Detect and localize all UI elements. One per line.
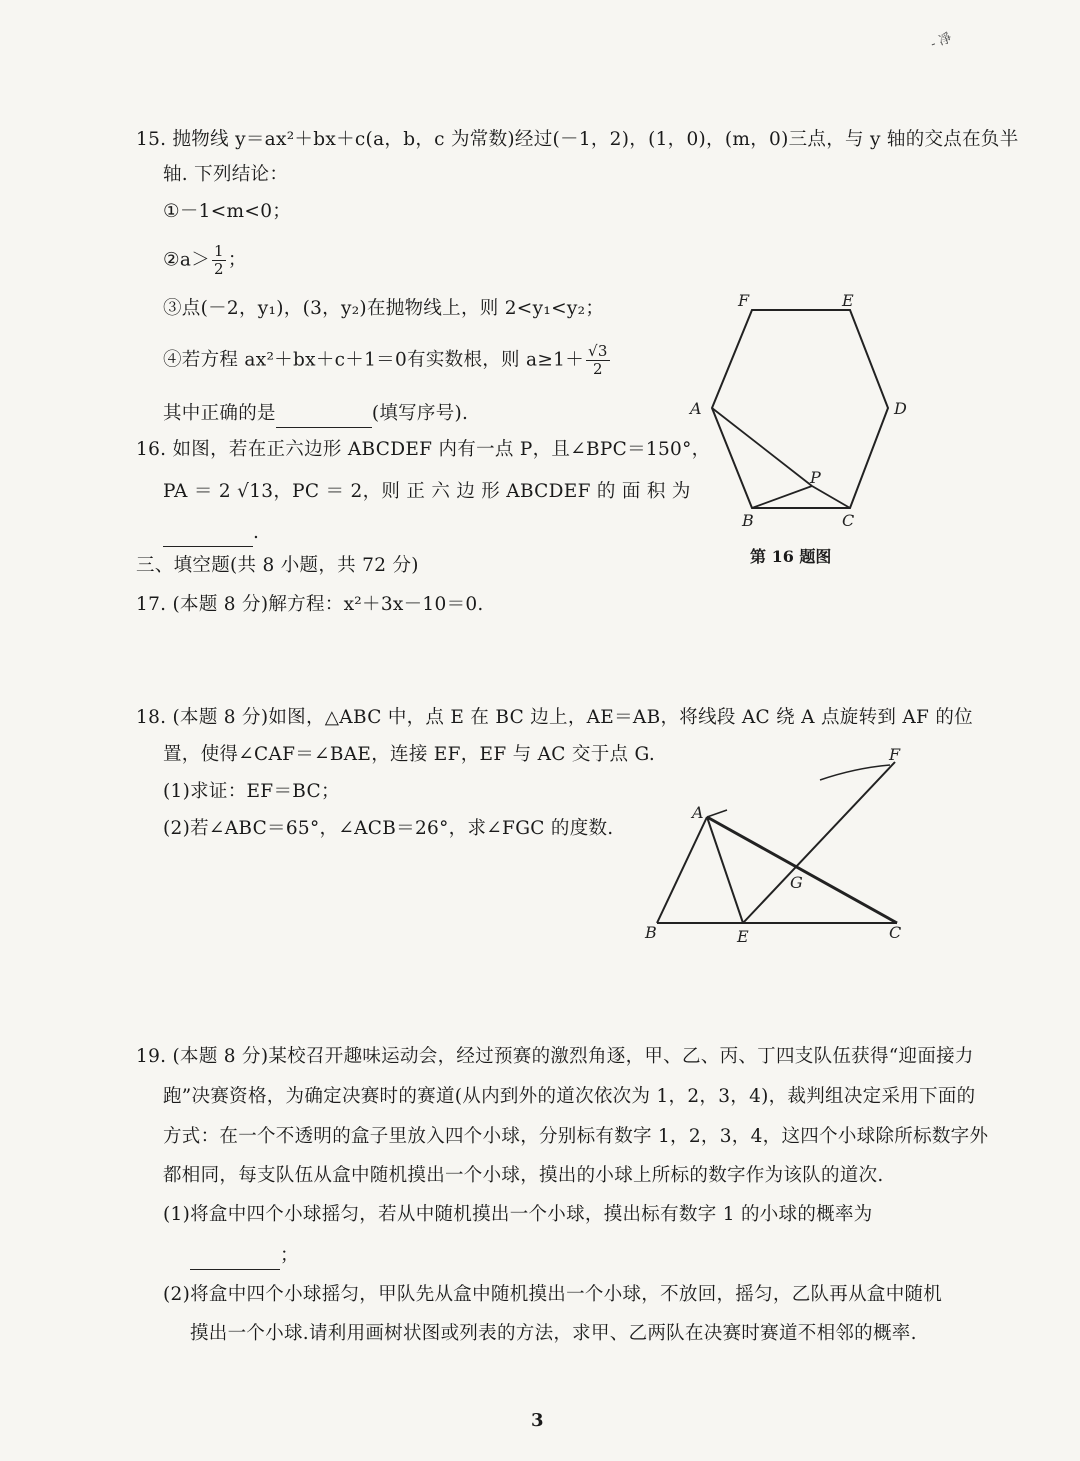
label-C: C [842, 511, 855, 530]
q15-choice-2: ②a＞ $\frac{1}{2}$ ； [163, 242, 247, 278]
q19-part1-answer: ； [190, 1243, 299, 1270]
fraction-sqrt3-over-2: $\frac{√3}{2}$ [588, 342, 608, 378]
answer-blank[interactable] [276, 401, 372, 428]
q18-line1: 18. (本题 8 分)如图，△ABC 中，点 E 在 BC 边上，AE＝AB，将线段 AC 绕 A 点旋转到 AF 的位 [136, 707, 973, 728]
page-number: 3 [531, 1410, 544, 1431]
q19-line3: 方式：在一个不透明的盒子里放入四个小球，分别标有数字 1，2，3，4，这四个小球除所标数字外 [163, 1126, 989, 1147]
label-B: B [645, 923, 657, 942]
q15-answer-line: 其中正确的是 (填写序号). [163, 401, 468, 428]
corner-mark: - 凈 [928, 30, 955, 53]
q16-line3: . [163, 520, 259, 547]
label-E: E [737, 927, 749, 946]
q15-choice-1: ①－1<m<0； [163, 201, 292, 222]
q15-choice-3: ③点(－2，y₁)，(3，y₂)在抛物线上，则 2<y₁<y₂； [163, 298, 605, 319]
q16-line1: 16. 如图，若在正六边形 ABCDEF 内有一点 P，且∠BPC＝150°， [136, 439, 711, 460]
label-A: A [690, 399, 702, 418]
segment-PB [752, 486, 812, 508]
q18-part2: (2)若∠ABC＝65°，∠ACB＝26°，求∠FGC 的度数. [163, 818, 614, 839]
figure-18-triangle [635, 738, 925, 953]
q19-line1: 19. (本题 8 分)某校召开趣味运动会，经过预赛的激烈角逐，甲、乙、丙、丁四支队伍获得“迎面接力 [136, 1046, 974, 1067]
label-E: E [842, 291, 854, 310]
segment-AB [657, 817, 707, 923]
answer-blank[interactable] [163, 520, 253, 547]
q19-part2-line1: (2)将盒中四个小球摇匀，甲队先从盒中随机摸出一个小球，不放回，摇匀，乙队再从盒中随机 [163, 1284, 943, 1305]
q15-line1: 15. 抛物线 y＝ax²＋bx＋c(a，b，c 为常数)经过(－1，2)，(1，0)，(m，0)三点，与 y 轴的交点在负半 [136, 129, 1019, 150]
q15-line2: 轴. 下列结论： [163, 164, 289, 185]
q15-choice-4-text: ④若方程 ax²＋bx＋c＋1＝0有实数根，则 a≥1＋ [163, 349, 585, 371]
q19-line4: 都相同，每支队伍从盒中随机摸出一个小球，摸出的小球上所标的数字作为该队的道次. [163, 1165, 884, 1186]
hexagon-outline [712, 310, 888, 508]
label-P: P [810, 468, 821, 487]
q18-line2: 置，使得∠CAF＝∠BAE，连接 EF，EF 与 AC 交于点 G. [163, 744, 656, 765]
q16-line2: PA ＝ 2 √13，PC ＝ 2，则 正 六 边 形 ABCDEF 的 面 积 为 [163, 481, 691, 502]
label-F: F [889, 745, 901, 764]
label-G: G [790, 873, 803, 892]
q19-part1: (1)将盒中四个小球摇匀，若从中随机摸出一个小球，摸出标有数字 1 的小球的概率为 [163, 1204, 873, 1225]
segment-PC [812, 486, 850, 508]
figure-16-hexagon [680, 290, 920, 540]
answer-blank[interactable] [190, 1243, 280, 1270]
segment-EF [743, 762, 895, 923]
section-heading: 三、填空题(共 8 小题，共 72 分) [136, 555, 419, 576]
label-A: A [692, 803, 704, 822]
label-B: B [742, 511, 754, 530]
label-C: C [889, 923, 902, 942]
q19-part2-line2: 摸出一个小球.请利用画树状图或列表的方法，求甲、乙两队在决赛时赛道不相邻的概率. [190, 1323, 917, 1344]
figure-16-caption: 第 16 题图 [750, 547, 832, 566]
q15-choice-2-text: ②a＞ [163, 249, 211, 271]
label-F: F [738, 291, 750, 310]
segment-AC [707, 817, 897, 923]
q17: 17. (本题 8 分)解方程：x²＋3x－10＝0. [136, 594, 484, 615]
q18-part1: (1)求证：EF＝BC； [163, 781, 340, 802]
fraction-half: $\frac{1}{2}$ [214, 242, 224, 278]
q15-choice-4 [163, 343, 612, 378]
q19-line2: 跑”决赛资格，为确定决赛时的赛道(从内到外的道次依次为 1，2，3，4)，裁判组决定采用下面的 [163, 1086, 976, 1107]
label-D: D [894, 399, 907, 418]
rotation-tick [707, 810, 727, 817]
